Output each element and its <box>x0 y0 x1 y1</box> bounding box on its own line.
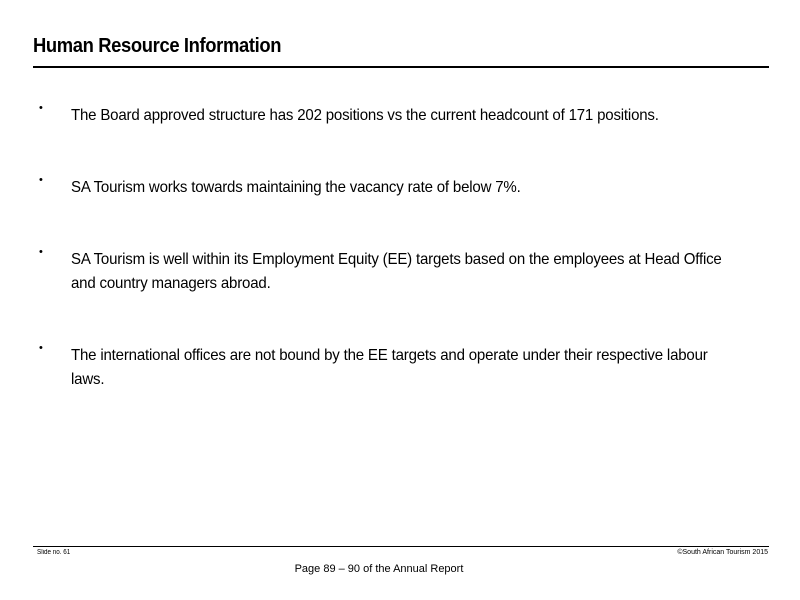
bullet-text: The Board approved structure has 202 positions vs the current headcount of 171 positions. <box>71 107 659 124</box>
bullet-text: SA Tourism works towards maintaining the vacancy rate of below 7%. <box>71 179 521 196</box>
bullet-marker: • <box>39 342 43 354</box>
bullet-text: SA Tourism is well within its Employment Equity (EE) targets based on the employees at Head Office and country managers abroad. <box>71 251 722 292</box>
bullet-marker: • <box>39 102 43 114</box>
copyright-notice: ©South African Tourism 2015 <box>677 549 768 556</box>
bullet-marker: • <box>39 246 43 258</box>
bullet-marker: • <box>39 174 43 186</box>
bullet-text: The international offices are not bound by the EE targets and operate under their respective labour laws. <box>71 347 708 388</box>
slide-number: Slide no. 61 <box>37 549 71 556</box>
page-reference: Page 89 – 90 of the Annual Report <box>294 563 464 575</box>
title-divider <box>33 66 769 68</box>
footer-divider <box>33 546 769 547</box>
page-title: Human Resource Information <box>33 35 282 57</box>
